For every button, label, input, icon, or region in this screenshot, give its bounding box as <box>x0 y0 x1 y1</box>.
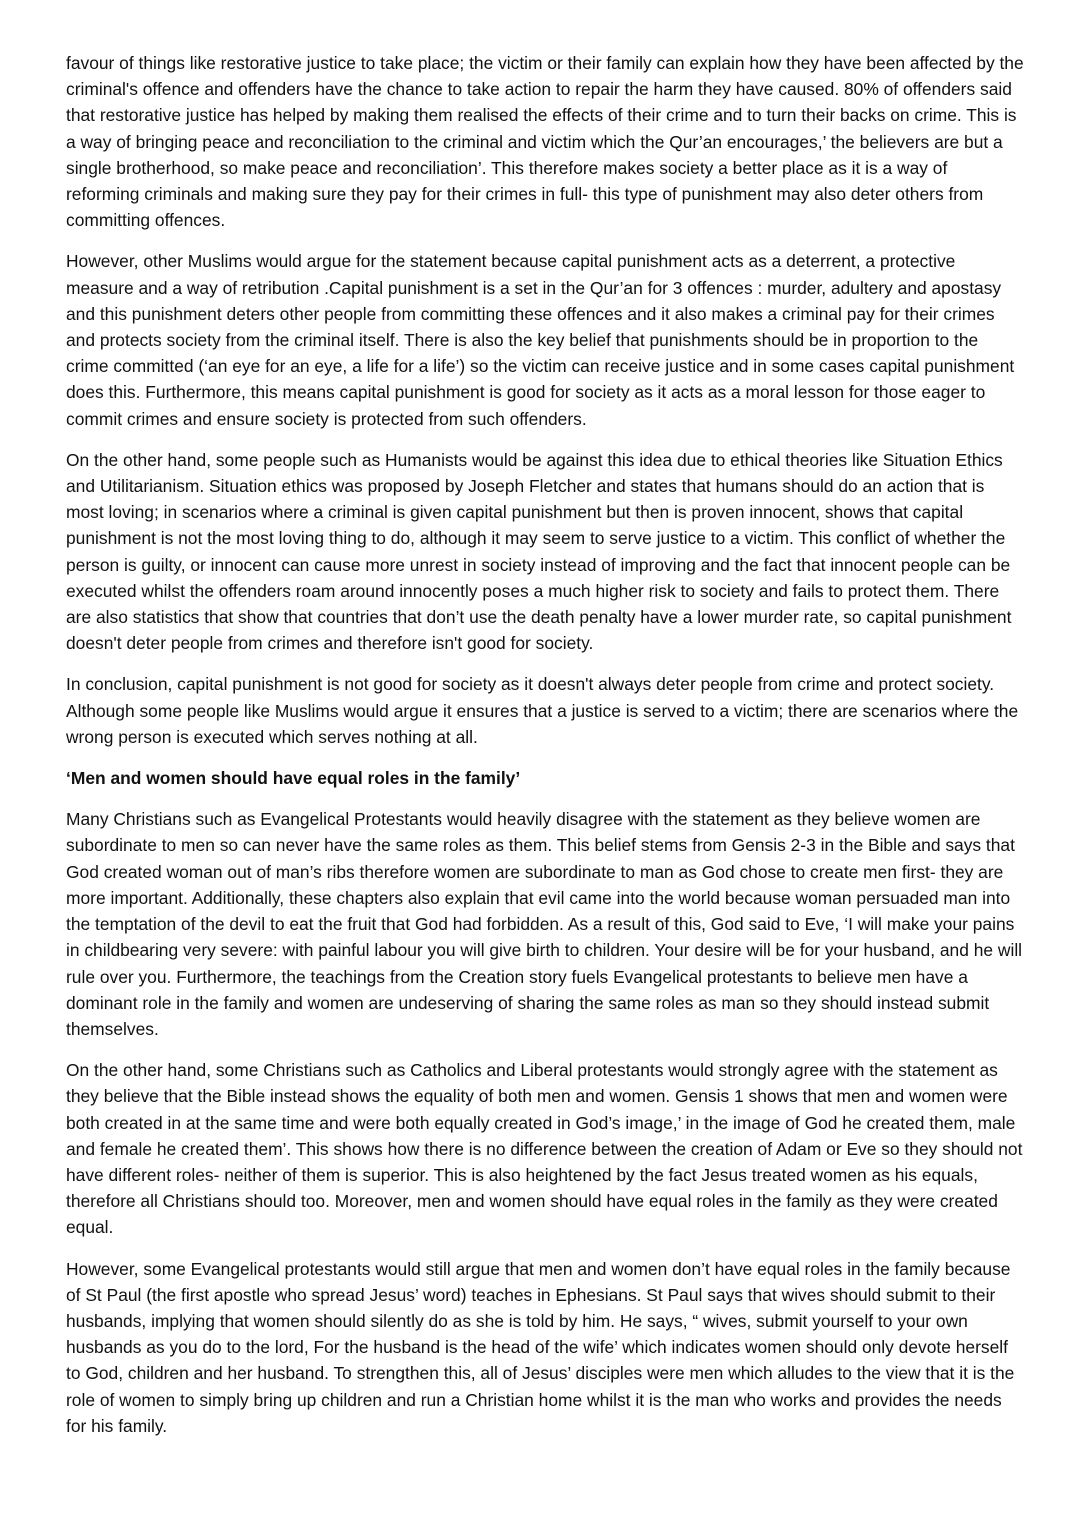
paragraph-conclusion: In conclusion, capital punishment is not good for society as it doesn't always deter people from crime and protect society. Although some people like Muslims would argue it ensures that a justice is served to a victim; there are scenarios where the wrong person is executed which serves nothing at all. <box>66 674 1019 747</box>
paragraph-evangelical-disagree: Many Christians such as Evangelical Protestants would heavily disagree with the statement as they believe women are subordinate to men so can never have the same roles as them. This belief stems from Gensis 2-3 in the Bible and says that God created woman out of man’s ribs therefore women are subordinate to man as God chose to create men first- they are more important. Additionally, these chapters also explain that evil came into the world because woman persuaded man into the temptation of the devil to eat the fruit that God had forbidden. As a result of this, God said to Eve, ‘I will make your pains in childbearing very severe: with painful labour you will give birth to children. Your desire will be for your husband, and he will rule over you. Furthermore, the teachings from the Creation story fuels Evangelical protestants to believe men have a dominant role in the family and women are undeserving of sharing the same roles as man so they should instead submit themselves. <box>66 809 1023 1039</box>
paragraph-st-paul: However, some Evangelical protestants would still argue that men and women don’t have equal roles in the family because of St Paul (the first apostle who spread Jesus’ word) teaches in Ephesians. St Paul says that wives should submit to their husbands, implying that women should silently do as she is told by him. He says, “ wives, submit yourself to your own husbands as you do to the lord, For the husband is the head of the wife’ which indicates women should only devote herself to God, children and her husband. To strengthen this, all of Jesus’ disciples were men which alludes to the view that it is the role of women to simply bring up children and run a Christian home whilst it is the man who works and provides the needs for his family. <box>66 1258 1015 1436</box>
section-heading: ‘Men and women should have equal roles in the family’ <box>66 768 521 789</box>
paragraph-catholic-agree: On the other hand, some Christians such as Catholics and Liberal protestants would strongly agree with the statement as they believe that the Bible instead shows the equality of both men and women. Gensis 1 shows that men and women were both created in at the same time and were both equally created in God’s image,’ in the image of God he created them, male and female he created them’. This shows how there is no difference between the creation of Adam or Eve so they should not have different roles- neither of them is superior. This is also heightened by the fact Jesus treated women as his equals, therefore all Christians should too. Moreover, men and women should have equal roles in the family as they were created equal. <box>66 1060 1023 1238</box>
paragraph-restorative-justice: favour of things like restorative justice to take place; the victim or their family can explain how they have been affected by the criminal's offence and offenders have the chance to take action to repair the harm they have caused. 80% of offenders said that restorative justice has helped by making them realised the effects of their crime and to turn their backs on crime. This is a way of bringing peace and reconciliation to the criminal and victim which the Qur’an encourages,’ the believers are but a single brotherhood, so make peace and reconciliation’. This therefore makes society a better place as it is a way of reforming criminals and making sure they pay for their crimes in full- this type of punishment may also deter others from committing offences. <box>66 53 1024 231</box>
paragraph-humanist-against: On the other hand, some people such as Humanists would be against this idea due to ethical theories like Situation Ethics and Utilitarianism. Situation ethics was proposed by Joseph Fletcher and states that humans should do an action that is most loving; in scenarios where a criminal is given capital punishment but then is proven innocent, shows that capital punishment is not the most loving thing to do, although it may seem to serve justice to a victim. This conflict of whether the person is guilty, or innocent can cause more unrest in society instead of improving and the fact that innocent people can be executed whilst the offenders roam around innocently poses a much higher risk to society and fails to protect them. There are also statistics that show that countries that don’t use the death penalty have a lower murder rate, so capital punishment doesn't deter people from crimes and therefore isn't good for society. <box>66 449 1012 654</box>
document-page <box>66 50 1024 1454</box>
paragraph-muslim-for-statement: However, other Muslims would argue for the statement because capital punishment acts as a deterrent, a protective measure and a way of retribution .Capital punishment is a set in the Qur’an for 3 offences : murder, adultery and apostasy and this punishment deters other people from committing these offences and it also makes a criminal pay for their crimes and protects society from the criminal itself. There is also the key belief that punishments should be in proportion to the crime committed (‘an eye for an eye, a life for a life’) so the victim can receive justice and in some cases capital punishment does this. Furthermore, this means capital punishment is good for society as it acts as a moral lesson for those eager to commit crimes and ensure society is protected from such offenders. <box>66 251 1015 429</box>
